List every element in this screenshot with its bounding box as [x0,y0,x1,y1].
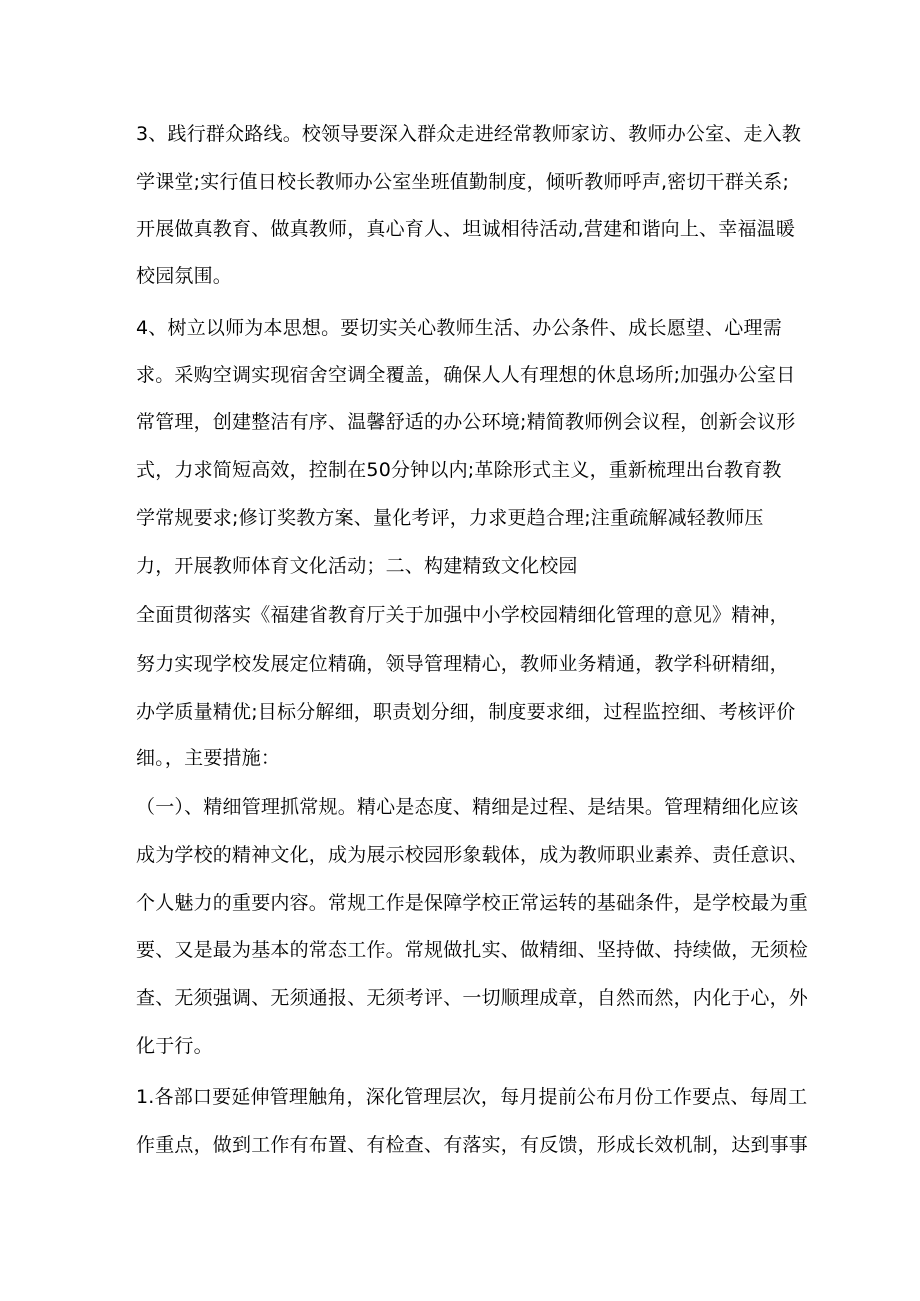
text-line: 校园氛围。 [136,265,233,287]
text-line: 3、践行群众路线。校领导要深入群众走进经常教师家访、教师办公室、走入教 [136,123,802,145]
text-line: 4、树立以师为本思想。要切实关心教师生活、办公条件、成长愿望、心理需 [136,317,782,339]
text-line: 细。，主要措施： [136,747,281,769]
text-line: 办学质量精优;目标分解细，职责划分细，制度要求细，过程监控细、考核评价 [136,701,796,723]
text-line: 个人魅力的重要内容。常规工作是保障学校正常运转的基础条件，是学校最为重 [136,892,809,914]
text-line: 学课堂;实行值日校长教师办公室坐班值勤制度，倾听教师呼声,密切干群关系; [136,171,790,193]
text-line: 努力实现学校发展定位精确，领导管理精心，教师业务精通，教学科研精细， [136,653,789,675]
text-line: 查、无须强调、无须通报、无须考评、一切顺理成章，自然而然，内化于心，外 [136,987,809,1009]
text-line: 成为学校的精神文化，成为展示校园形象载体，成为教师职业素养、责任意识、 [136,844,809,866]
text-line: 作重点，做到工作有布置、有检查、有落实，有反馈，形成长效机制，达到事事 [136,1134,809,1156]
text-line: （一）、精细管理抓常规。精心是态度、精细是过程、是结果。管理精细化应该 [136,796,799,818]
text-line: 1.各部口要延伸管理触角，深化管理层次，每月提前公布月份工作要点、每周工 [136,1086,808,1108]
text-line: 化于行。 [136,1035,213,1057]
text-line: 常管理，创建整洁有序、温馨舒适的办公环境;精简教师例会议程，创新会议形 [136,411,796,433]
text-line: 力，开展教师体育文化活动；二、构建精致文化校园 [136,555,578,577]
text-line: 求。采购空调实现宿舍空调全覆盖，确保人人有理想的休息场所;加强办公室日 [136,364,796,386]
text-line: 学常规要求;修订奖教方案、量化考评，力求更趋合理;注重疏解减轻教师压 [136,507,764,529]
text-line: 全面贯彻落实《福建省教育厅关于加强中小学校园精细化管理的意见》精神， [136,604,789,626]
text-line: 开展做真教育、做真教师，真心育人、坦诚相待活动,营建和谐向上、幸福温暖 [136,218,796,240]
text-line: 要、又是最为基本的常态工作。常规做扎实、做精细、坚持做、持续做，无须检 [136,939,809,961]
text-line: 式，力求简短高效，控制在50分钟以内;革除形式主义，重新梳理出台教育教 [136,459,782,481]
